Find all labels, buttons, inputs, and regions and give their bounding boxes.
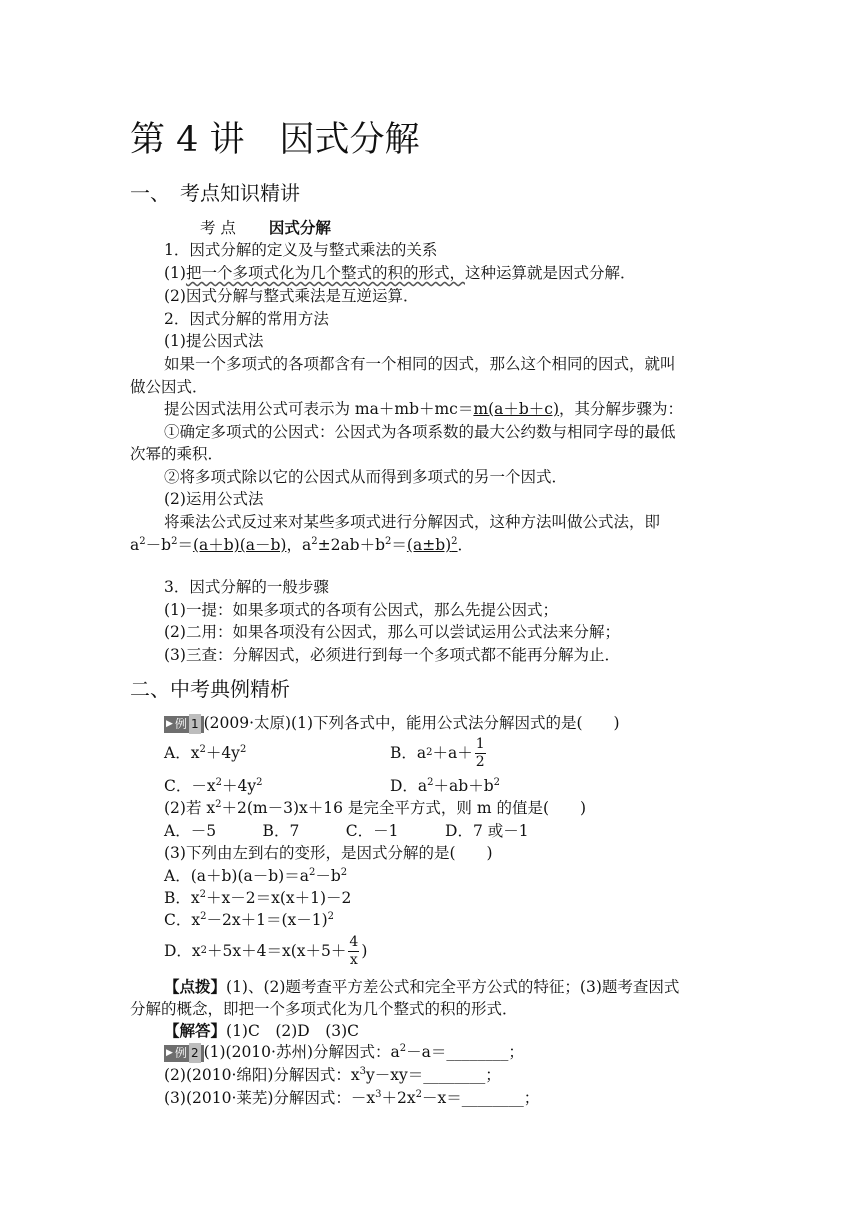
diff-squares-answer: (a＋b)(a－b) bbox=[192, 536, 287, 554]
example-2-question-1: ▶ 例 2 (1)(2010·苏州)分解因式：$a^2-a=\_\_\_\_\_\_\_\_$； bbox=[166, 1042, 524, 1061]
formula-tail: ，其分解步骤为： bbox=[559, 400, 684, 418]
ex1-question-3: (3)下列由左到右的变形，是因式分解的是( ) bbox=[164, 844, 493, 862]
example-2-question-3: (3)(2010·莱芜)分解因式：$-x^3+2x^2-x=\_\_\_\_\_\_\_\_$； bbox=[164, 1088, 540, 1107]
point-3: 3．因式分解的一般步骤 bbox=[164, 578, 329, 596]
step-1-line1: ①确定多项式的公因式：公因式为各项系数的最大公约数与相同字母的最低 bbox=[164, 423, 676, 441]
step-cha: (3)三查：分解因式，必须进行到每一个多项式都不能再分解为止． bbox=[164, 646, 620, 664]
method-2-title: (2)运用公式法 bbox=[164, 490, 264, 508]
answer-label: 【解答】 bbox=[164, 1021, 227, 1040]
common-factor-def-line1: 如果一个多项式的各项都含有一个相同的因式，那么这个相同的因式，就叫 bbox=[164, 355, 676, 373]
triangle-icon: ▶ bbox=[166, 719, 173, 729]
ex1-option-c: C．$-x^2+4y^2$ bbox=[164, 776, 263, 795]
ex1-option-b: B．a 2 ＋a＋ $\frac{1}{2}$ bbox=[390, 735, 485, 770]
step-2: ②将多项式除以它的公因式从而得到多项式的另一个因式． bbox=[164, 468, 568, 486]
def-key-phrase: 把一个多项式化为几个整式的积的形式， bbox=[185, 264, 465, 282]
example-2-question-2: (2)(2010·绵阳)分解因式：$x^3y-xy=\_\_\_\_\_\_\_\_$； bbox=[164, 1065, 501, 1084]
perfect-square-answer: $(a\pm b)^2$ bbox=[406, 535, 458, 554]
step-yong: (2)二用：如果各项没有公因式，那么可以尝试运用公式法来分解； bbox=[164, 623, 620, 641]
hint-line-1: 【点拨】(1)、(2)题考查平方差公式和完全平方公式的特征；(3)题考查因式 bbox=[164, 977, 680, 996]
example-1-question: ▶ 例 1 (2009·太原)(1)下列各式中，能用公式法分解因式的是( ) bbox=[166, 714, 620, 732]
step-ti: (1)一提：如果多项式的各项有公因式，那么先提公因式； bbox=[164, 601, 558, 619]
section-heading-1: 一、 考点知识精讲 bbox=[130, 181, 300, 205]
ex1-question-2: (2)若 $x^2+2(m-3)x+16$ 是完全平方式，则 m 的值是( ) bbox=[164, 798, 587, 817]
hint-line-2: 分解的概念，即把一个多项式化为几个整式的积的形式． bbox=[130, 1000, 518, 1018]
step-1-line2: 次幂的乘积． bbox=[130, 445, 224, 463]
kaodian-label: 考 点 bbox=[200, 219, 236, 237]
point-1-relation: (2)因式分解与整式乘法是互逆运算． bbox=[164, 287, 419, 305]
common-factor-formula bbox=[164, 399, 683, 419]
common-factor-def-line2: 做公因式． bbox=[130, 378, 208, 396]
page-title: 第 4 讲 因式分解 bbox=[130, 120, 420, 160]
fraction-half: $\frac{1}{2}$ bbox=[475, 735, 485, 770]
section-heading-2: 二、中考典例精析 bbox=[130, 677, 290, 701]
ex1-q3-option-b: B．$x^2+x-2=x(x+1)-2$ bbox=[164, 888, 352, 907]
answer-line: 【解答】(1)C (2)D (3)C bbox=[164, 1021, 360, 1040]
def-rest: 这种运算就是因式分解． bbox=[464, 264, 636, 282]
ex1-option-d: D．$a^2+ab+b^2$ bbox=[390, 776, 501, 795]
ex1-question-2-options: A．－5 B．7 C．－1 D．7 或－1 bbox=[164, 822, 529, 840]
kaodian-name: 因式分解 bbox=[268, 218, 331, 237]
example-1-tag: ▶ 例 1 bbox=[164, 716, 204, 733]
fraction-4-over-x: $\frac{4}{x}$ bbox=[349, 933, 359, 968]
example-2-tag: ▶ 例 2 bbox=[164, 1045, 204, 1062]
method-1-title: (1)提公因式法 bbox=[164, 332, 264, 350]
formula-method-line2: $a^2-b^2=(a+b)(a-b)$，$a^2\pm 2ab+b^2=(a\pm b)^2$． bbox=[130, 535, 474, 554]
point-1-def bbox=[164, 263, 636, 283]
ex1-q3-option-a: A．$(a+b)(a-b)=a^2-b^2$ bbox=[164, 866, 348, 885]
formula-answer: m(a＋b＋c) bbox=[473, 400, 560, 418]
point-2: 2．因式分解的常用方法 bbox=[164, 310, 329, 328]
ex1-option-a: A．$x^2+4y^2$ bbox=[164, 743, 247, 762]
ex1-q3-option-d: D．x 2 ＋5x＋4＝x(x＋5＋ $\frac{4}{x}$ ) bbox=[164, 933, 368, 968]
point-1: 1．因式分解的定义及与整式乘法的关系 bbox=[164, 241, 438, 259]
formula-text: 提公因式法用公式可表示为 ma＋mb＋mc＝ bbox=[164, 400, 474, 418]
triangle-icon: ▶ bbox=[166, 1048, 173, 1058]
formula-method-line1: 将乘法公式反过来对某些多项式进行分解因式，这种方法叫做公式法，即 bbox=[164, 513, 661, 531]
kaodian-row bbox=[200, 218, 331, 238]
ex1-q3-option-c: C．$x^2-2x+1=(x-1)^2$ bbox=[164, 910, 335, 929]
hint-label: 【点拨】 bbox=[164, 977, 227, 996]
def-index: (1) bbox=[164, 264, 186, 282]
